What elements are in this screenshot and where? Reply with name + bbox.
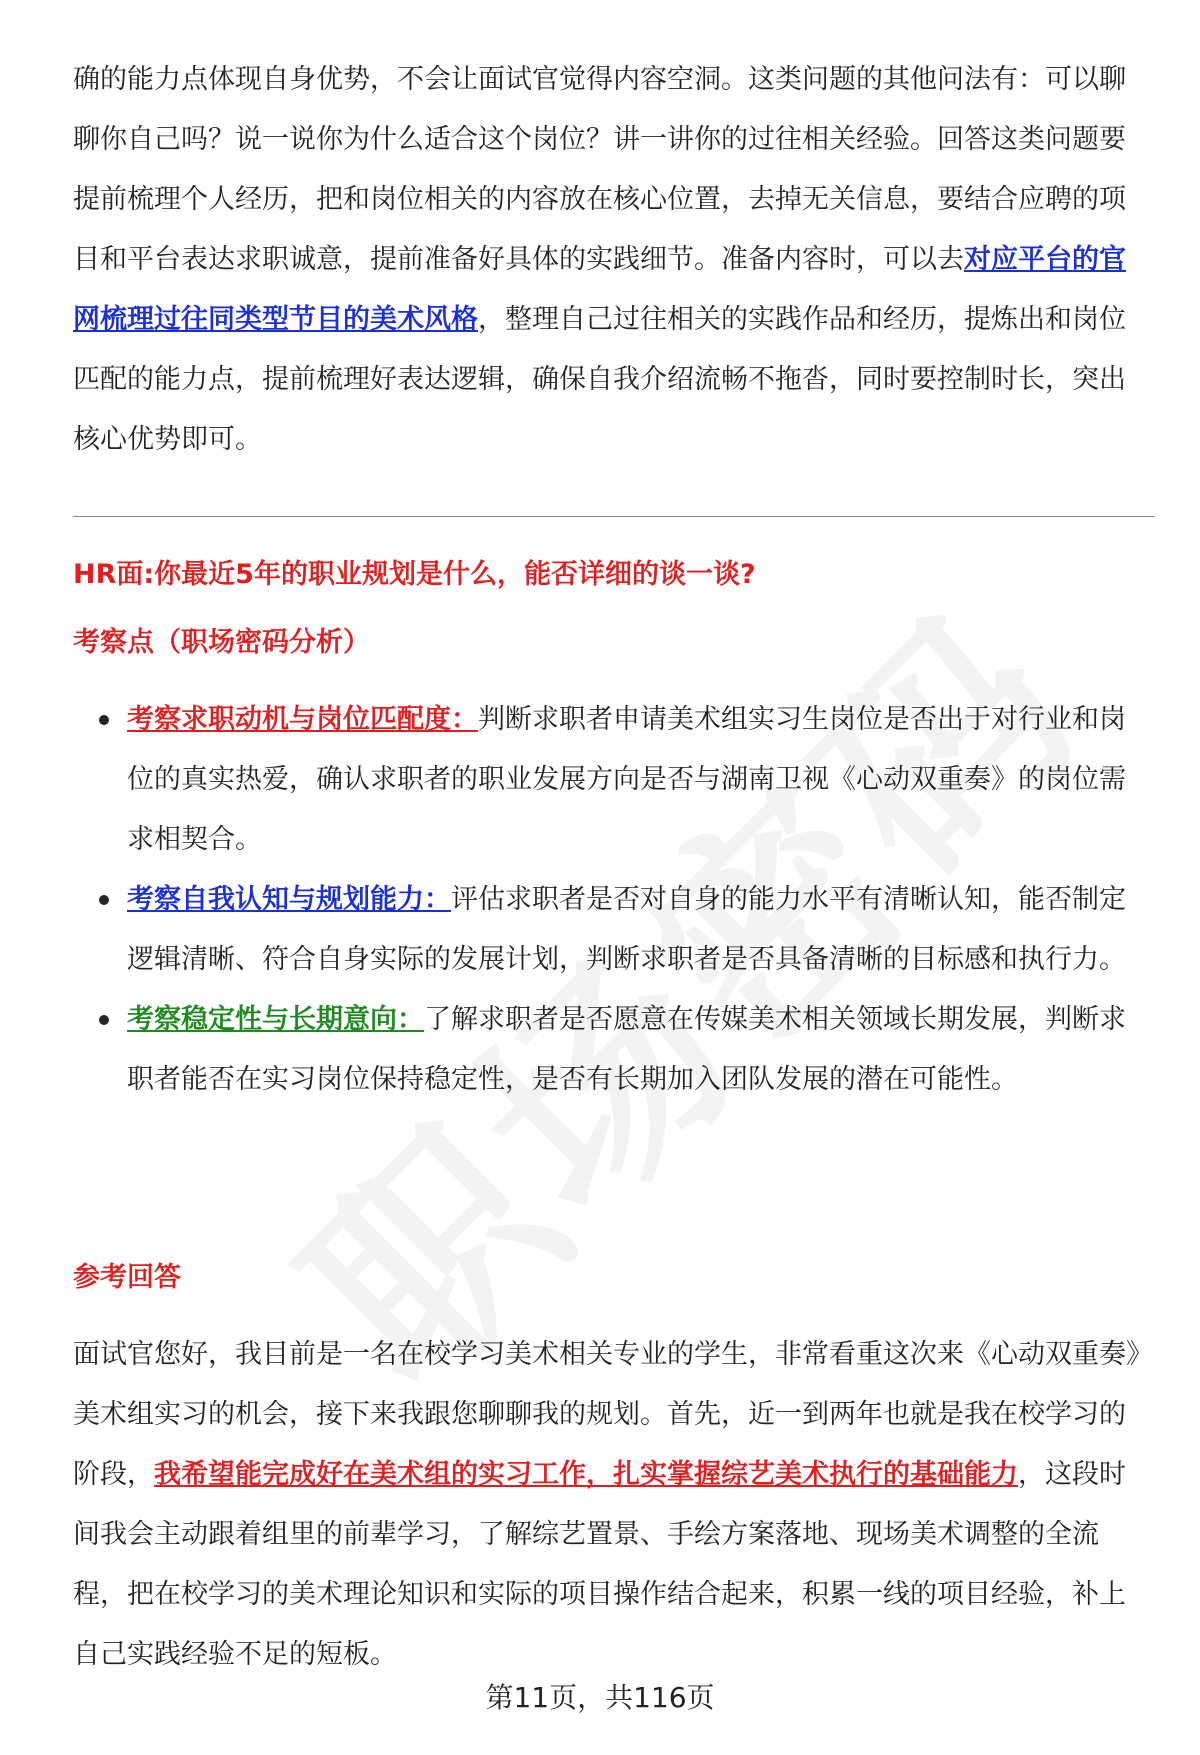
point-label: 考察自我认知与规划能力：: [127, 884, 451, 915]
answer-lead: 面试官您好，我目前是一名在校学习美术相关专业的学生，非常看重这次来《心动双重奏》美术组实习的机会，接下来我跟您聊聊我的规划。首先，近一到两年也就是我在校学习的阶段，: [73, 1339, 1140, 1490]
bullet-dot-icon: [99, 715, 109, 725]
intro-highlight: 对应平台的官网梳理过往同类型节目的美术风格: [73, 244, 1126, 335]
answer-tail: ，这段时间我会主动跟着组里的前辈学习，了解综艺置景、手绘方案落地、现场美术调整的全流程，把在校学习的美术理论知识和实际的项目操作结合起来，积累一线的项目经验，补上自己实践经验不足的短板。: [73, 1459, 1126, 1670]
question-heading: HR面:你最近5年的职业规划是什么，能否详细的谈一谈?: [73, 559, 756, 590]
page-number: 第11页，共116页: [485, 1681, 715, 1714]
bullet-dot-icon: [99, 1015, 109, 1025]
point-label: 考察稳定性与长期意向：: [127, 1004, 424, 1035]
answer-heading: 参考回答: [73, 1262, 181, 1293]
points-list: [73, 690, 1143, 1110]
list-item: [73, 870, 1143, 990]
point-label: 考察求职动机与岗位匹配度：: [127, 704, 478, 735]
bullet-dot-icon: [99, 895, 109, 905]
intro-paragraph: [73, 50, 1143, 470]
answer-highlight: 我希望能完成好在美术组的实习工作，扎实掌握综艺美术执行的基础能力: [154, 1459, 1018, 1490]
point-text: 判断求职者申请美术组实习生岗位是否出于对行业和岗位的真实热爱，确认求职者的职业发展方向是否与湖南卫视《心动双重奏》的岗位需求相契合。: [127, 704, 1126, 855]
list-item: [73, 990, 1143, 1110]
list-item: [73, 690, 1143, 870]
point-text: 了解求职者是否愿意在传媒美术相关领域长期发展，判断求职者能否在实习岗位保持稳定性，是否有长期加入团队发展的潜在可能性。: [127, 1004, 1126, 1095]
section-divider: [73, 516, 1155, 517]
intro-tail: ，整理自己过往相关的实践作品和经历，提炼出和岗位匹配的能力点，提前梳理好表达逻辑，确保自我介绍流畅不拖沓，同时要控制时长，突出核心优势即可。: [73, 304, 1126, 455]
point-text: 评估求职者是否对自身的能力水平有清晰认知，能否制定逻辑清晰、符合自身实际的发展计划，判断求职者是否具备清晰的目标感和执行力。: [127, 884, 1126, 975]
points-heading: 考察点（职场密码分析）: [73, 627, 370, 658]
intro-lead: 确的能力点体现自身优势，不会让面试官觉得内容空洞。这类问题的其他问法有：可以聊聊你自己吗？说一说你为什么适合这个岗位？讲一讲你的过往相关经验。回答这类问题要提前梳理个人经历，把和岗位相关的内容放在核心位置，去掉无关信息，要结合应聘的项目和平台表达求职诚意，提前准备好具体的实践细节。准备内容时，可以去: [73, 64, 1126, 275]
answer-paragraph: [73, 1325, 1143, 1685]
